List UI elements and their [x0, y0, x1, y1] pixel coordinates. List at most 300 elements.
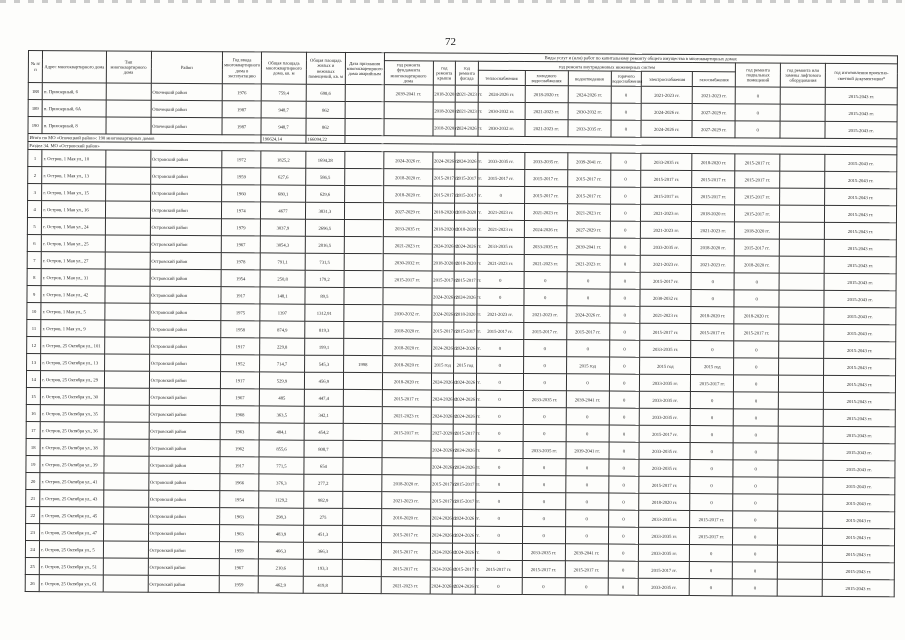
cell-drain: 0 — [567, 272, 610, 289]
cell-drain: 2030-2032 гг. — [568, 103, 611, 120]
cell-type — [104, 439, 149, 456]
cell-cold: 0 — [522, 510, 565, 527]
header-engineering-group: год ремонта внутридомовых инженерных систем — [478, 61, 736, 72]
cell-n: 4 — [27, 201, 41, 218]
cell-heat: 2024-2026 гг. — [478, 85, 525, 102]
cell-type — [104, 337, 149, 354]
cell-living: 199,1 — [305, 338, 344, 355]
cell-facade: 2015-2017 гг. — [455, 186, 478, 203]
cell-district: Островский район — [148, 524, 220, 541]
cell-drain: 0 — [566, 425, 609, 442]
cell-elev — [779, 290, 824, 307]
cell-hot: 0 — [609, 408, 640, 425]
cell-n: 7 — [27, 252, 41, 269]
cell-hot: 0 — [608, 527, 639, 544]
opochka-rows — [28, 83, 897, 139]
cell-living: 629,6 — [306, 185, 345, 202]
cell-type — [105, 286, 150, 303]
cell-design: 2015-2043 гг. — [825, 205, 897, 222]
cell-type — [103, 558, 148, 575]
cell-found: 2021-2023 гг. — [381, 577, 430, 594]
cell-design: 2015-2043 гг. — [823, 392, 895, 409]
cell-district: Островский район — [149, 371, 221, 388]
cell-n: 20 — [26, 473, 40, 490]
cell-gas: 0 — [690, 443, 733, 460]
cell-area: 855,6 — [259, 440, 304, 457]
cell-date — [344, 236, 383, 253]
cell-elev — [779, 324, 824, 341]
cell-design: 2015-2043 гг. — [825, 87, 897, 104]
cell-n: 189 — [28, 100, 42, 117]
cell-base: 2018-2020 гг. — [735, 222, 780, 239]
cell-design: 2015-2043 гг. — [824, 324, 896, 341]
cell-cold: 2033-2035 гг. — [524, 238, 567, 255]
cell-addr: п. Приозерный, 8 — [42, 117, 105, 134]
cell-n: 26 — [25, 575, 39, 592]
cell-year: 1959 — [220, 542, 259, 559]
cell-cold: 2021-2023 гг. — [525, 103, 568, 120]
cell-date — [343, 423, 382, 440]
cell-addr: п. Приозерный, 6 — [42, 83, 105, 100]
cell-found: 2024-2026 гг. — [383, 152, 432, 169]
cell-base: 2018-2020 гг. — [734, 256, 779, 273]
cell-found: 2021-2023 гг. — [382, 407, 431, 424]
cell-elev — [780, 222, 825, 239]
cell-heat: 0 — [477, 288, 524, 305]
cell-cold: 2015-2017 гг. — [524, 187, 567, 204]
cell-year: 1976 — [222, 84, 261, 101]
cell-found — [382, 441, 431, 458]
cell-date — [344, 321, 383, 338]
cell-year: 1962 — [220, 440, 259, 457]
cell-addr: г. Остров, 1 Мая ул., 31 — [41, 269, 104, 286]
cell-district: Островский район — [148, 490, 220, 507]
cell-type — [105, 218, 150, 235]
cell-gas: 0 — [690, 426, 733, 443]
header-living-area: Общая площадь жилых и нежилых помещений, кв. м — [306, 52, 345, 84]
cell-roof: 2015-2017 гг. — [430, 492, 453, 509]
cell-design: 2015-2043 гг. — [824, 256, 896, 273]
cell-elec: 2033-2035 гг. — [639, 510, 690, 527]
cell-area: 3037,9 — [260, 219, 305, 236]
cell-elev — [778, 528, 823, 545]
cell-area: 1129,2 — [259, 491, 304, 508]
cell-date — [345, 84, 384, 101]
cell-roof: 2024-2026 гг. — [431, 339, 454, 356]
cell-living: 654 — [304, 457, 343, 474]
cell-base: 0 — [733, 426, 778, 443]
cell-roof: 2018-2020 гг. — [433, 102, 456, 119]
cell-hot: 0 — [608, 476, 639, 493]
cell-living: 1312,91 — [305, 304, 344, 321]
cell-type — [103, 473, 148, 490]
cell-district: Островский район — [149, 320, 221, 337]
cell-cold: 2015-2017 гг. — [523, 323, 566, 340]
cell-area: 948,7 — [261, 118, 306, 135]
cell-district: Опочецкий район — [151, 83, 223, 100]
cell-date — [345, 151, 384, 168]
cell-drain: 0 — [566, 459, 609, 476]
cell-elev — [778, 494, 823, 511]
cell-roof: 2024-2026 гг. — [432, 288, 455, 305]
cell-heat: 2021-2023 гг. — [477, 203, 524, 220]
cell-cold: 0 — [523, 340, 566, 357]
cell-year: 1978 — [221, 253, 260, 270]
cell-year: 1975 — [221, 304, 260, 321]
cell-base: 2015-2017 гг. — [734, 324, 779, 341]
cell-year: 1959 — [222, 168, 261, 185]
header-num: № п/п — [28, 51, 42, 83]
cell-living: 275 — [304, 508, 343, 525]
cell-district: Островский район — [148, 473, 220, 490]
cell-cold: 2021-2023 гг. — [525, 120, 568, 137]
cell-heat: 0 — [475, 492, 522, 509]
cell-date — [343, 491, 382, 508]
cell-elec: 2018-2020 гг. — [639, 493, 690, 510]
cell-addr: г. Остров, 25 Октября ул., 51 — [40, 558, 103, 575]
header-gas: газоснабжения — [693, 72, 736, 87]
cell-living: 3831,3 — [305, 202, 344, 219]
cell-cold: 0 — [523, 357, 566, 374]
cell-year: 1968 — [220, 406, 259, 423]
cell-base: 2015-2017 гг. — [735, 171, 780, 188]
cell-drain: 0 — [565, 510, 608, 527]
cell-roof: 2018-2020 гг. — [433, 119, 456, 136]
header-facade: год ремонта фасада — [455, 61, 478, 85]
cell-gas: 2018-2020 гг. — [691, 307, 734, 324]
cell-base: 2018-2020 гг. — [734, 307, 779, 324]
cell-elev — [780, 104, 825, 121]
cell-type — [105, 184, 150, 201]
cell-facade: 2024-2026 гг. — [453, 543, 476, 560]
cell-elec: 2030-2032 гг. — [640, 289, 691, 306]
cell-elev — [777, 579, 822, 596]
cell-area: 791,1 — [260, 253, 305, 270]
cell-area: 948,7 — [261, 101, 306, 118]
cell-area: 874,9 — [260, 321, 305, 338]
cell-elec: 2033-2035 гг. — [640, 340, 691, 357]
cell-design: 2015-2043 гг. — [825, 104, 897, 121]
cell-district: Островский район — [150, 235, 222, 252]
cell-elec: 2033-2035 гг. — [639, 442, 690, 459]
cell-found — [384, 102, 433, 119]
cell-drain: 2039-2041 гг. — [566, 391, 609, 408]
cell-year: 1917 — [221, 338, 260, 355]
cell-design: 2015-2043 гг. — [823, 426, 895, 443]
total-label: Итого по МО «Опочецкий район»: 190 многоквартирных домов — [28, 134, 261, 143]
cell-drain: 2033-2035 гг. — [568, 120, 611, 137]
cell-elev — [779, 239, 824, 256]
cell-district: Опочецкий район — [151, 117, 223, 134]
cell-facade: 2024-2026 гг. — [452, 577, 475, 594]
cell-gas: 0 — [691, 273, 734, 290]
cell-found: 2016-2020 гг. — [381, 509, 430, 526]
cell-type — [104, 422, 149, 439]
cell-roof: 2018-2020 гг. — [432, 254, 455, 271]
cell-n: 5 — [27, 218, 41, 235]
cell-facade: 2024-2026 гг. — [454, 237, 477, 254]
cell-design: 2015-2043 гг. — [824, 341, 896, 358]
cell-type — [103, 541, 148, 558]
cell-addr: г. Остров, 25 Октября ул., 30 — [41, 388, 104, 405]
cell-gas: 2015-2017 гг. — [692, 171, 735, 188]
cell-elec: 2033-2035 гг. — [639, 459, 690, 476]
cell-area: 148,1 — [260, 287, 305, 304]
cell-roof: 2024-2026 гг. — [430, 509, 453, 526]
cell-roof: 2024-2026 гг. — [431, 458, 454, 475]
cell-roof: 2018-2020 гг. — [432, 203, 455, 220]
cell-year: 1963 — [220, 525, 259, 542]
cell-elev — [780, 154, 825, 171]
cell-elec: 2033-2035 гг. — [640, 238, 691, 255]
cell-n: 18 — [26, 439, 40, 456]
cell-elev — [778, 460, 823, 477]
cell-heat: 2030-2032 гг. — [478, 102, 525, 119]
cell-year: 1967 — [221, 389, 260, 406]
cell-n: 2 — [28, 167, 42, 184]
cell-addr: г. Остров, 1 Мая ул., 24 — [42, 218, 105, 235]
cell-addr: г. Остров, 25 Октября ул., 39 — [40, 456, 103, 473]
cell-heat: 0 — [476, 390, 523, 407]
cell-living: 731,5 — [305, 253, 344, 270]
cell-n: 24 — [25, 541, 39, 558]
cell-addr: г. Остров, 25 Октября ул., 101 — [41, 337, 104, 354]
cell-facade: 2024-2026 гг. — [454, 288, 477, 305]
header-year: Год ввода многоквартирного дома в эксплуатацию — [222, 52, 261, 84]
cell-cold: 0 — [522, 578, 565, 595]
cell-addr: г. Остров, 25 Октября ул., 43 — [40, 490, 103, 507]
header-total-area: Общая площадь многоквартирного дома, кв. м — [261, 52, 306, 84]
cell-living: 808,7 — [304, 440, 343, 457]
cell-district: Островский район — [150, 218, 222, 235]
cell-design: 2015-2043 гг. — [824, 375, 896, 392]
cell-elev — [780, 205, 825, 222]
cell-gas: 2027-2029 гг. — [692, 121, 735, 138]
header-type: Тип многоквартирного дома — [106, 51, 151, 83]
cell-facade: 2024-2026 гг. — [453, 441, 476, 458]
cell-design: 2015-2043 гг. — [824, 290, 896, 307]
cell-hot: 0 — [608, 561, 639, 578]
cell-living: 342,1 — [304, 406, 343, 423]
cell-cold: 0 — [523, 374, 566, 391]
cell-elec: 2033-2035 гг. — [639, 391, 690, 408]
cell-type — [105, 235, 150, 252]
cell-facade: 2015-2017 гг. — [453, 475, 476, 492]
cell-date — [344, 304, 383, 321]
cell-area: 484,1 — [259, 423, 304, 440]
cell-n: 6 — [27, 235, 41, 252]
cell-cold: 2021-2023 гг. — [524, 306, 567, 323]
cell-heat: 2030-2032 гг. — [478, 119, 525, 136]
cell-date — [344, 185, 383, 202]
cell-roof: 2024-2026 гг. — [432, 237, 455, 254]
cell-drain: 0 — [565, 578, 608, 595]
cell-elev — [779, 341, 824, 358]
cell-type — [106, 83, 151, 100]
cell-elec: 2021-2023 гг. — [641, 204, 692, 221]
cell-area: 3054,3 — [260, 236, 305, 253]
cell-year: 1917 — [220, 457, 259, 474]
cell-date — [344, 270, 383, 287]
cell-cold: 0 — [523, 408, 566, 425]
cell-facade: 2024-2026 гг. — [453, 458, 476, 475]
cell-drain: 0 — [566, 408, 609, 425]
cell-cold: 2018-2020 гг. — [525, 86, 568, 103]
cell-heat: 0 — [476, 356, 523, 373]
cell-design: 2015-2043 гг. — [822, 562, 894, 579]
cell-date — [344, 287, 383, 304]
cell-heat: 0 — [475, 509, 522, 526]
cell-gas: 0 — [690, 477, 733, 494]
cell-found: 2021-2023 гг. — [381, 492, 430, 509]
cell-base: 0 — [734, 290, 779, 307]
cell-district: Островский район — [150, 201, 222, 218]
cell-facade: 2024-2026 гг. — [453, 407, 476, 424]
cell-living: 586,5 — [306, 168, 345, 185]
cell-date — [345, 101, 384, 118]
cell-hot: 0 — [609, 374, 640, 391]
cell-area: 250,8 — [260, 270, 305, 287]
cell-found: 2018-2020 гг. — [381, 475, 430, 492]
cell-roof: 2024-2026 гг. — [431, 390, 454, 407]
total-area: 196624,14 — [261, 135, 306, 143]
cell-roof: 2018-2020 гг. — [433, 85, 456, 102]
cell-drain: 2021-2023 гг. — [567, 255, 610, 272]
cell-n: 14 — [26, 371, 40, 388]
cell-heat: 0 — [476, 339, 523, 356]
cell-elev — [780, 87, 825, 104]
cell-base: 0 — [732, 562, 777, 579]
cell-date — [345, 118, 384, 135]
cell-type — [103, 524, 148, 541]
cell-base: 0 — [733, 528, 778, 545]
cell-year: 1917 — [221, 287, 260, 304]
cell-roof: 2024-2026 гг. — [430, 560, 453, 577]
cell-district: Опочецкий район — [151, 100, 223, 117]
cell-roof: 2024-2026 гг. — [431, 407, 454, 424]
cell-district: Островский район — [150, 167, 222, 184]
total-living: 166094,22 — [306, 135, 345, 143]
cell-n: 11 — [27, 320, 41, 337]
cell-area: 680,1 — [261, 185, 306, 202]
cell-year: 1954 — [221, 270, 260, 287]
cell-hot: 0 — [610, 204, 641, 221]
cell-date — [343, 406, 382, 423]
cell-elec: 2033-2035 гг. — [638, 578, 689, 595]
cell-found: 2015-2017 гг. — [383, 271, 432, 288]
cell-addr: г. Остров, 1 Мая ул., 13 — [42, 167, 105, 184]
cell-type — [105, 252, 150, 269]
cell-living: 193,3 — [303, 559, 342, 576]
cell-hot: 0 — [609, 391, 640, 408]
cell-living: 179,2 — [305, 270, 344, 287]
cell-design: 2015-2043 гг. — [823, 443, 895, 460]
cell-year: 1963 — [220, 508, 259, 525]
cell-drain: 0 — [566, 374, 609, 391]
cell-n: 190 — [28, 117, 42, 134]
cell-cold: 2033-2035 гг. — [522, 544, 565, 561]
cell-district: Островский район — [150, 150, 222, 167]
cell-hot: 0 — [610, 238, 641, 255]
cell-hot: 0 — [608, 578, 639, 595]
cell-gas: 0 — [690, 562, 733, 579]
cell-cold: 2021-2023 гг. — [524, 255, 567, 272]
scan-edge — [0, 0, 905, 3]
cell-facade: 2024-2026 гг. — [455, 152, 478, 169]
cell-facade: 2015-2017 гг. — [454, 322, 477, 339]
cell-type — [104, 354, 149, 371]
cell-design: 2015-2043 гг. — [823, 528, 895, 545]
cell-n: 10 — [27, 303, 41, 320]
header-district: Район — [151, 51, 223, 83]
cell-date — [342, 559, 381, 576]
cell-facade: 2015 год — [454, 356, 477, 373]
cell-drain: 2024-2026 гг. — [568, 86, 611, 103]
header-roof: год ремонта крыши — [433, 61, 456, 85]
cell-living: 862 — [306, 101, 345, 118]
cell-elec: 2021-2023 гг. — [641, 86, 692, 103]
cell-design: 2015-2043 гг. — [823, 460, 895, 477]
cell-elec: 2021-2023 гг. — [640, 255, 691, 272]
cell-addr: г. Остров, 1 Мая ул., 10 — [42, 150, 105, 167]
cell-heat: 0 — [476, 458, 523, 475]
cell-district: Островский район — [148, 507, 220, 524]
header-basement: год ремонта подвальных помещений — [735, 63, 780, 87]
cell-date — [344, 253, 383, 270]
cell-heat: 2021-2023 гг. — [477, 254, 524, 271]
cell-district: Островский район — [148, 558, 220, 575]
cell-type — [105, 303, 150, 320]
cell-year: 1979 — [222, 219, 261, 236]
cell-type — [105, 201, 150, 218]
cell-base: 0 — [733, 511, 778, 528]
cell-living: 89,5 — [305, 287, 344, 304]
header-hot-water: горячего водоснабжения — [611, 71, 642, 86]
cell-cold: 2024-2026 гг. — [524, 221, 567, 238]
cell-n: 19 — [26, 456, 40, 473]
cell-base: 0 — [735, 104, 780, 121]
cell-cold: 2015-2017 гг. — [524, 170, 567, 187]
cell-elec: 2015-2017 гг. — [639, 425, 690, 442]
cell-found: 2015-2017 гг. — [382, 424, 431, 441]
cell-elev — [779, 273, 824, 290]
cell-found: 2018-2020 гг. — [383, 186, 432, 203]
cell-hot: 0 — [610, 187, 641, 204]
cell-type — [106, 100, 151, 117]
cell-addr: г. Остров, 25 Октября ул., 29 — [41, 371, 104, 388]
cell-roof: 2018-2020 гг. — [432, 220, 455, 237]
cell-date — [344, 219, 383, 236]
cell-district: Островский район — [149, 388, 221, 405]
cell-heat: 2021-2023 гг. — [477, 305, 524, 322]
cell-roof: 2015-2017 гг. — [432, 271, 455, 288]
cell-area: 462,9 — [258, 576, 303, 593]
cell-area: 1825,2 — [261, 151, 306, 168]
cell-n: 188 — [28, 83, 42, 100]
cell-base: 0 — [733, 460, 778, 477]
cell-elec: 2015-2017 гг. — [638, 561, 689, 578]
cell-date — [343, 372, 382, 389]
cell-elev — [778, 477, 823, 494]
cell-drain: 2015 год — [566, 357, 609, 374]
cell-addr: г. Остров, 1 Мая ул., 5 — [41, 303, 104, 320]
cell-date — [344, 202, 383, 219]
cell-elec: 2015 год — [640, 357, 691, 374]
cell-drain: 2039-2041 гг. — [567, 238, 610, 255]
cell-design: 2015-2043 гг. — [825, 121, 897, 138]
cell-drain: 0 — [565, 527, 608, 544]
cell-area: 363,5 — [259, 406, 304, 423]
